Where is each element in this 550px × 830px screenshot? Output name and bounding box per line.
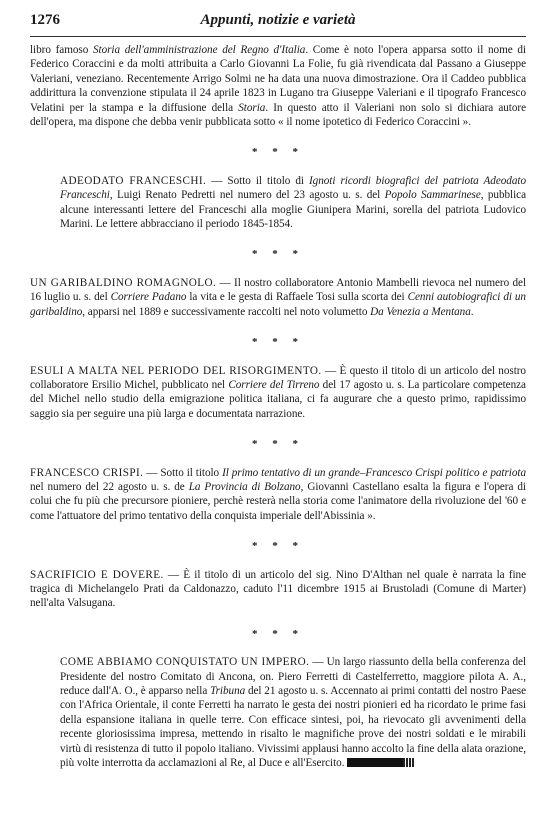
- section-heading: FRANCESCO CRISPI.: [30, 466, 144, 479]
- intro-text: . In questo atto il Valeriani non solo si dichiara autore dell'opera, ma dispone che debba venir pubblicata sotto « il nome ipotetico di Federico Coraccini ».: [30, 101, 526, 129]
- intro-text: libro famoso: [30, 44, 93, 56]
- section-text: del 21 agosto u. s. Accennato ai primi contatti del nostro Paese con l'Africa Orientale, il conte Ferretti ha narrato le gesta dei nostri pionieri ed ha ricordato le prime fasi della espansione italiana in quelle terre. Con efficace sintesi, poi, ha rievocato gli avvenimenti della recente gloriosissima impresa, mettendo in risalto le magnifiche prove dei nostri soldati e le mirabili virtù di resistenza di tutto il popolo italiano. Vivissimi applausi hanno accolto la fine della alata orazione, più volte interrotta da acclamazioni al Re, al Duce e all'Esercito.: [60, 685, 526, 770]
- page: [30, 8, 526, 770]
- section-text: — È questo il titolo di un articolo del nostro collaboratore Ersilio Michel, pubblicato nel: [30, 364, 526, 391]
- section-text: la vita e le gesta di Raffaele Tosi sulla scorta dei: [186, 291, 408, 304]
- newspaper-title: La Provincia di Bolzano: [188, 480, 301, 493]
- section-separator: * * *: [252, 438, 304, 451]
- work-title: Da Venezia a Mentana: [370, 305, 471, 318]
- section-crispi: [30, 466, 526, 524]
- section-text: — Il nostro collaboratore Antonio Mambelli rievoca nel numero del 16 luglio u. s. del: [30, 276, 526, 304]
- section-text: nel numero del 22 agosto u. s. de: [30, 480, 189, 493]
- section-separator: * * *: [252, 540, 304, 553]
- section-garibaldino: [30, 276, 526, 319]
- work-title: Il primo tentativo di un grande–Francesco Crispi politico e patriota: [222, 466, 526, 479]
- intro-text: . Come è noto l'opera apparsa sotto il nome di Federico Coraccini e da molti attribuita a Carlo Giovanni La Folie, fu già rivendicata dal Passano a Giuseppe Valeriani, veneziano. Recentemente Arrigo Solmi ne ha data una nuova dimostrazione. Ora il Caddeo pubblica addirittura la convenzione stipulata il 24 aprile 1823 in Lugano tra Giuseppe Valeriani e il tipografo Francesco Velatini per la stampa e la diffusione della: [30, 44, 526, 114]
- section-heading: ESULI A MALTA NEL PERIODO DEL RISORGIMENTO.: [30, 364, 322, 377]
- page-number: 1276: [30, 12, 60, 28]
- section-text: del 17 agosto u. s. La particolare competenza del Michel nello studio della emigrazione politica italiana, ci fa augurare che a questo primo, rapidissimo saggio sia per seguire una più larga e documentata narrazione.: [30, 378, 526, 420]
- section-text: , apparsi nel 1889 e successivamente raccolti nel noto volumetto: [82, 305, 371, 318]
- section-heading: SACRIFICIO E DOVERE.: [30, 568, 164, 581]
- work-title: Ignoti ricordi biografici del patriota Adeodato Franceschi: [60, 174, 526, 202]
- section-text: .: [470, 305, 474, 318]
- section-esuli-malta: [30, 364, 526, 422]
- ink-smudge: [403, 758, 415, 767]
- section-separator: * * *: [252, 146, 304, 159]
- section-text: — Sotto il titolo: [143, 466, 223, 479]
- section-separator: * * *: [252, 627, 304, 640]
- section-heading: UN GARIBALDINO ROMAGNOLO.: [30, 276, 217, 289]
- intro-paragraph: [30, 43, 526, 129]
- section-separator: * * *: [252, 336, 304, 349]
- section-text: — Un largo riassunto della bella conferenza del Presidente del nostro Comitato di Ancona, on. Piero Ferretti di Castelferretto, maggiore pilota A. A., reduce dall'A. O., è apparso nella: [60, 656, 526, 697]
- section-sacrificio: [30, 568, 526, 611]
- newspaper-title: Corriere Padano: [110, 291, 187, 304]
- intro-book-title: Storia dell'amministrazione del Regno d'Italia: [92, 44, 306, 56]
- section-text: , Luigi Renato Pedretti nel numero del 23 agosto u. s. del: [109, 189, 385, 202]
- section-impero: [30, 655, 526, 770]
- section-text: — Sotto il titolo di: [206, 174, 309, 187]
- running-title: Appunti, notizie e varietà: [200, 12, 356, 28]
- newspaper-title: Corriere del Tirreno: [228, 378, 320, 391]
- newspaper-title: Popolo Sammarinese: [384, 189, 481, 202]
- section-separator: * * *: [252, 248, 304, 261]
- section-text: — È il titolo di un articolo del sig. Nino D'Althan nel quale è narrata la fine tragica di Michelangelo Prati da Caldonazzo, caduto l'11 dicembre 1915 ai Brustoladi (Comune di Marter) nell'alta Valsugana.: [30, 568, 526, 610]
- page-header: [30, 8, 526, 37]
- section-franceschi: [30, 174, 526, 232]
- page-body: [30, 43, 526, 770]
- work-title: Cenni autobiografici di un garibaldino: [30, 291, 526, 318]
- section-heading: COME ABBIAMO CONQUISTATO UN IMPERO.: [60, 656, 310, 669]
- section-heading: ADEODATO FRANCESCHI.: [60, 174, 207, 187]
- intro-book-title-short: Storia: [238, 101, 266, 114]
- section-text: , Giovanni Castellano esalta la figura e l'opera di colui che fu più che precursore pioniere, perchè resterà nella storia come l'animatore della rivoluzione del '60 e come l'attuatore del primo tentativo della conquista imperiale dell'Abissinia ».: [30, 480, 526, 522]
- section-text: , pubblica alcune interessanti lettere del Franceschi alla moglie Giunipera Marini, sorella del patriota Ludovico Marini. Le lettere abbracciano il periodo 1845-1854.: [60, 189, 526, 231]
- newspaper-title: Tribuna: [210, 685, 246, 697]
- ink-blot: [347, 758, 403, 767]
